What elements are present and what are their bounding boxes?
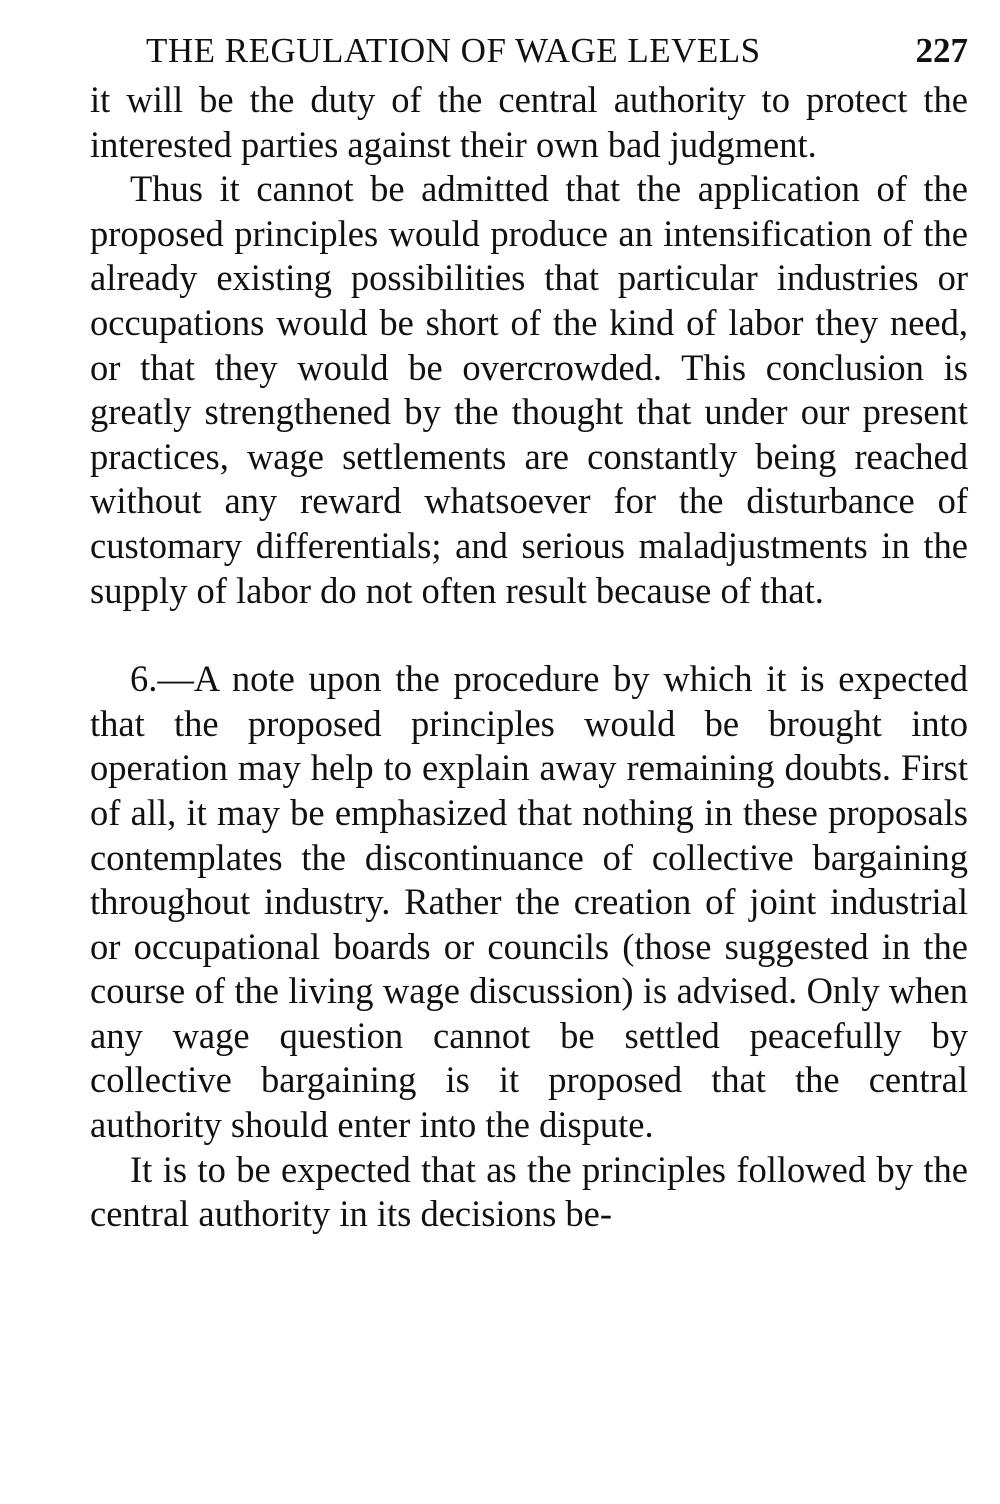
section-break xyxy=(90,613,968,657)
paragraph-continuation: it will be the duty of the central authority to protect the interested parties against their own bad judgment. xyxy=(90,79,968,165)
paragraph-final: It is to be expected that as the principles followed by the central authority in its decisions be- xyxy=(90,1148,968,1235)
running-header xyxy=(90,28,968,78)
running-title: THE REGULATION OF WAGE LEVELS xyxy=(146,31,761,70)
book-page xyxy=(90,28,968,1237)
body-text xyxy=(90,78,968,1237)
paragraph-section-6: 6.—A note upon the procedure by which it is expected that the proposed principles would be brought into operation may help to explain away remaining doubts. First of all, it may be emphasized that nothing in these proposals contemplates the discontinuance of collective bargaining throughout industry. Rather the creation of joint industrial or occupational boards or councils (those suggested in the course of the living wage discussion) is advised. Only when any wage question cannot be settled peacefully by collective bargaining is it proposed that the central authority should enter into the dispute. xyxy=(90,658,968,1146)
paragraph-conclusion: Thus it cannot be admitted that the application of the proposed principles would produce an intensification of the already existing possibilities that particular industries or occupations would be short of the kind of labor they need, or that they would be overcrowded. This conclusion is greatly strengthened by the thought that under our present practices, wage settlements are constantly being reached without any reward whatsoever for the disturbance of customary differentials; and serious maladjustments in the supply of labor do not often result because of that. xyxy=(90,168,968,611)
page-number: 227 xyxy=(915,31,968,70)
